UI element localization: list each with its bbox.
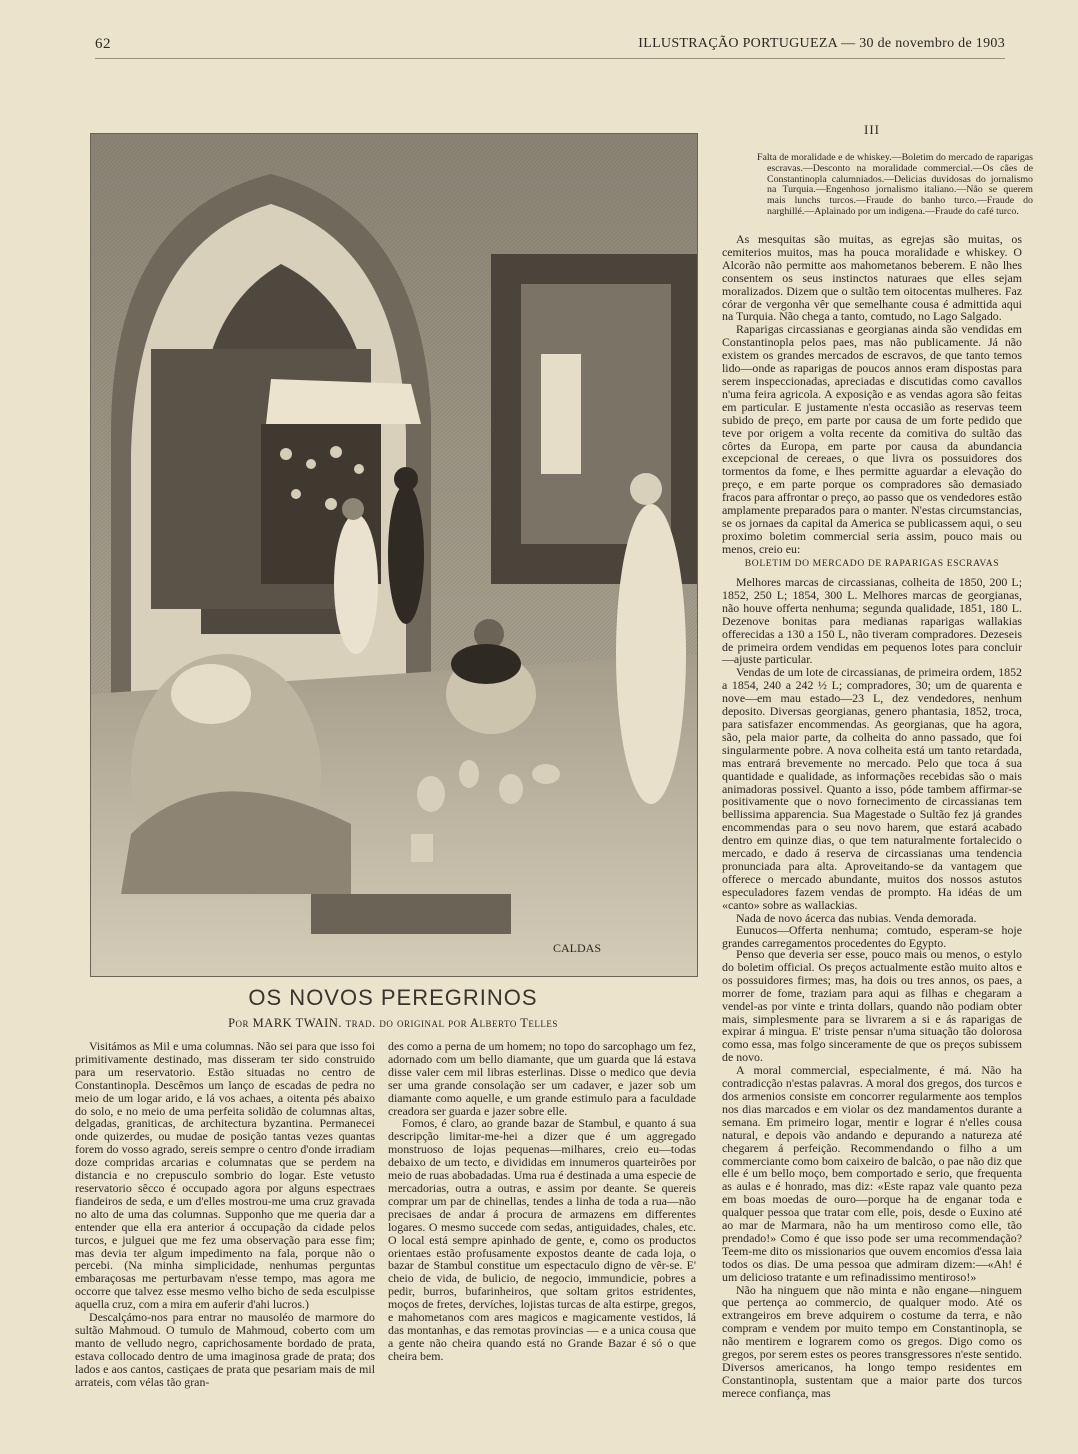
paragraph: Eunucos—Offerta nenhuma; comtudo, esperam-se hoje grandes carregamentos procedentes do Egypto. bbox=[722, 923, 1022, 951]
bazaar-illustration bbox=[90, 133, 698, 977]
bazaar-engraving-icon bbox=[91, 134, 697, 976]
article-byline: Por MARK TWAIN. trad. do original por Alberto Telles bbox=[228, 1016, 558, 1030]
section-summary: Falta de moralidade e de whiskey.—Boletim do mercado de raparigas escravas.—Desconto na moralidade commercial.—Os cães de Constantinopla calumniados.—Delicias duvidosas do jornalismo na Turquia.—Engenhoso jornalismo italiano.—Não se querem mais lunchs turcos.—Fraude do banho turco.—Fraude do narghillé.—Aplainado por um indigena.—Fraude do café turco. bbox=[757, 152, 1033, 217]
paragraph: Nada de novo ácerca das nubias. Venda demorada. bbox=[736, 910, 977, 925]
paragraph: Fomos, é claro, ao grande bazar de Stambul, e quanto á sua descripção limitar-me-hei a dizer que é um aggregado monstruoso de lojas pequenas—milhares, creio eu—todas debaixo de um tecto, e divididas em innumeros quarteirões por meio de ruas abobadadas. Uma rua é destinada a uma especie de mercadorias, outra a outras, e assim por deante. Se quereis comprar um par de chinellas, tendes a linha de toda a rua—não precisaes de andar á procura de armazens em differentes logares. O mesmo succede com sedas, antiguidades, chales, etc. O local está sempre apinhado de gente, e, como os productos orientaes estão profusamente expostos deante de cada loja, o bazar de Stambul constitue um espectaculo digno de vêr-se. E' cheio de vida, de bulicio, de negocio, immundicie, pobres a pedir, burros, bufarinheiros, que soltam gritos estridentes, moços de fretes, dervíches, lojistas turcas de alta estirpe, gregos, e mahometanos com ares magicos e magicamente vestidos, lá das montanhas, e das remotas provincias — e a unica cousa que a gente não cheira quando está no Grande Bazar é só o que cheira bem. bbox=[388, 1116, 696, 1363]
paragraph: Melhores marcas de circassianas, colheita de 1850, 200 L; 1852, 250 L; 1854, 300 L. Melhores marcas de georgianas, não houve offerta nenhuma; segunda qualidade, 1851, 180 L. Dezenove bonitas para medianas raparigas wallakias offerecidas a 130 a 150 L, não tiveram compradores. Dezeseis de primeira ordem vendidas em pequenos lotes para concluir—ajuste particular. bbox=[722, 575, 1022, 667]
paragraph: Penso que deveria ser esse, pouco mais ou menos, o estylo do boletim official. Os preços actualmente estão muito altos e os possuidores firmes; mas, ha dois ou tres annos, os paes, a morrer de fome, traziam para aqui as filhas e chegaram a vendel-as por vinte e trinta dollars, quando não podiam obter mais, simplesmente para se livrarem a si e ás raparigas de expirar á mingua. E' triste pensar n'uma situação tão dolorosa como essa, mas folgo sinceramente de que os preços subissem de novo. bbox=[722, 947, 1022, 1065]
running-header: ILLUSTRAÇÃO PORTUGUEZA — 30 de novembro de 1903 bbox=[638, 36, 1005, 51]
section-column-top bbox=[722, 233, 1022, 556]
paragraph: Descalçámo-nos para entrar no mausoléo de marmore do sultão Mahmoud. O tumulo de Mahmoud, coberto com um manto de velludo negro, caprichosamente bordado de prata, estava collocado dentro de uma imaginosa grade de prata; dos lados e aos cantos, castiçaes de prata que pesariam mais de mil arrateis, com vélas tão gran- bbox=[75, 1310, 375, 1389]
boletim-column bbox=[722, 576, 1022, 950]
header-rule bbox=[95, 58, 1005, 59]
paragraph: Vendas de um lote de circassianas, de primeira ordem, 1852 a 1854, 240 a 242 ½ L; compradores, 30; um de quarenta e nove—em mau estado—23 L, dez vendedores, nenhum deposito. Diversas georgianas, genero phantasia, 1852, troca, para satisfazer encommendas. As georgianas, que ha agora, são, pela maior parte, da colheita do anno passado, que foi singularmente pobre. A nova colheita está um tanto retardada, mas entrará brevemente no mercado. Pelo que toca á sua quantidade e qualidade, as informações recebidas são o mais animadoras possivel. Quanto a isso, póde tambem affirmar-se positivamente que o novo fornecimento de circassianas tem bellissima apparencia. Sua Magestade o Sultão fez já grandes encommendas para o seu novo harem, que estará acabado dentro em quinze dias, o que tem naturalmente fortalecido o mercado, e dado á reserva de circassianas uma tendencia pronunciada para alta. Aproveitando-se da vantagem que offerece o mercado abundante, muitos dos nossos astutos especuladores fazem vendas de prompto. Ha idéas de um «canto» sobre as wallackias. bbox=[722, 665, 1022, 912]
paragraph: des como a perna de um homem; no topo do sarcophago um fez, adornado com um bello diamante, que um guarda que lá estava disse valer cem mil libras esterlinas. Disse o medico que devia ser uma grande consolação ser um cadaver, e jazer sob um diamante como aquelle, e um grande estimulo para a faculdade creadora ser guarda e jazer sobre elle. bbox=[388, 1039, 696, 1118]
article-title: OS NOVOS PEREGRINOS bbox=[248, 985, 538, 1010]
section-number: III bbox=[864, 122, 880, 137]
paragraph: Visitámos as Mil e uma columnas. Não sei para que isso foi primitivamente destinado, mas disseram ter sido construido para um reservatorio. Estão situadas no centro de Constantinopla. Descêmos um lanço de escadas de pedra no meio de um logar arido, e lá vos achaes, a oitenta pés abaixo do solo, e no meio de uma perfeita solidão de columnas altas, delgadas, graniticas, de architectura byzantina. Permanecei onde quizerdes, ou mudae de posição tantas vezes quantas forem do vosso agrado, sereis sempre o centro d'onde irradiam doze compridas arcarias e columnatas que se perdem na distancia e no crepusculo sombrio do logar. Este vetusto reservatorio sêcco é occupado agora por alguns espectraes fiandeiros de seda, e um d'elles mostrou-me uma cruz gravada no alto de uma das columnas. Supponho que me queria dar a entender que ella era anterior á occupação da cidade pelos turcos, e julguei que me fez uma observação para esse fim; mas devia ter algum impedimento na fala, porque não o percebi. (Na minha simplicidade, nenhumas perguntas embaraçosas me perturbavam n'esse tempo, mas agora me occorre que talvez esse mesmo velho bicho de seda esculpisse aquella cruz, com a mira em auferir d'ahi lucros.) bbox=[75, 1039, 375, 1312]
boletim-heading: BOLETIM DO MERCADO DE RAPARIGAS ESCRAVAS bbox=[744, 558, 1000, 569]
page-number: 62 bbox=[95, 36, 111, 52]
paragraph: Não ha ninguem que não minta e não engane—ninguem que pertença ao commercio, de qualquer modo. Até os extrangeiros em breve adquirem o costume da terra, e não compram e vendem por muito tempo em Constantinopla, se não mentirem e lograrem como os gregos. Digo como os gregos, por serem estes os peores transgressores n'este sentido. Diversos americanos, ha longo tempo residentes em Constantinopla, sustentam que a maior parte dos turcos merece confiança, mas bbox=[722, 1282, 1022, 1400]
illustration-signature: CALDAS bbox=[553, 941, 602, 955]
paragraph: Raparigas circassianas e georgianas ainda são vendidas em Constantinopla pelos paes, mas não publicamente. Já não existem os grandes mercados de escravos, de que tanto temos lido—onde as raparigas de poucos annos eram dispostas para serem inspeccionadas, apreciadas e discutidas como cavallos n'uma feira agricola. A exposição e as vendas agora são feitas em particular. E justamente n'esta occasião as reservas teem subido de preço, em parte por causa de um forte pedido que teve por origem a volta recente da comitiva do sultão das côrtes da Europa, em parte por causa da abundancia excepcional de cereaes, o que livra os possuidores dos tormentos da fome, e lhes permitte aguardar a elevação do preço, e em parte porque os compradores são demasiado fracos para affrontar o preço, ao passo que os vendedores estão amplamente preparados para o manter. N'estas circumstancias, se os jornaes da capital da America se publicassem aqui, o seu proximo boletim commercial seria assim, pouco mais ou menos, creio eu: bbox=[722, 322, 1022, 556]
article-column-2 bbox=[388, 1040, 696, 1363]
paragraph: A moral commercial, especialmente, é má. Não ha contradicção n'estas palavras. A moral dos gregos, dos turcos e dos armenios consiste em concorrer regularmente aos templos nos dias marcados e em violar os dez mandamentos durante a semana. Em primeiro logar, mentir e lograr é n'elles cousa natural, e depois vão andando e depurando a natureza até chegarem á perfeição. Recommendando o filho a um commerciante como bom caixeiro de balcão, o pae não diz que elle é um bello moço, bem comportado e serio, que frequenta as aulas e é honrado, mas diz: «Este rapaz vale quanto peza em boas moedas de ouro—porque ha de enganar toda e qualquer pessoa que tratar com elle, pois, desde o Euxino até ao mar de Marmara, não ha um mentiroso como elle, tão prendado!» Como é que isso pode ser uma recommendação? Teem-me dito os missionarios que ouvem encomios d'essa laia todos os dias. De uma pessoa que admiram dizem:—«Ah! é um delicioso tratante e um refinadissimo mentiroso!» bbox=[722, 1063, 1022, 1284]
section-column-bottom bbox=[722, 948, 1022, 1400]
article-column-1 bbox=[75, 1040, 375, 1388]
paragraph: As mesquitas são muitas, as egrejas são muitas, os cemiterios muitos, mas ha pouca moralidade e whiskey. O Alcorão não permitte aos mahometanos beberem. E não lhes consentem os seus instinctos naturaes que elles sejam moralizados. Dizem que o sultão tem oitocentas mulheres. Faz córar de vergonha vêr que semelhante cousa é admittida aqui na Turquia. Não chega a tanto, comtudo, no Lago Salgado. bbox=[722, 232, 1022, 324]
